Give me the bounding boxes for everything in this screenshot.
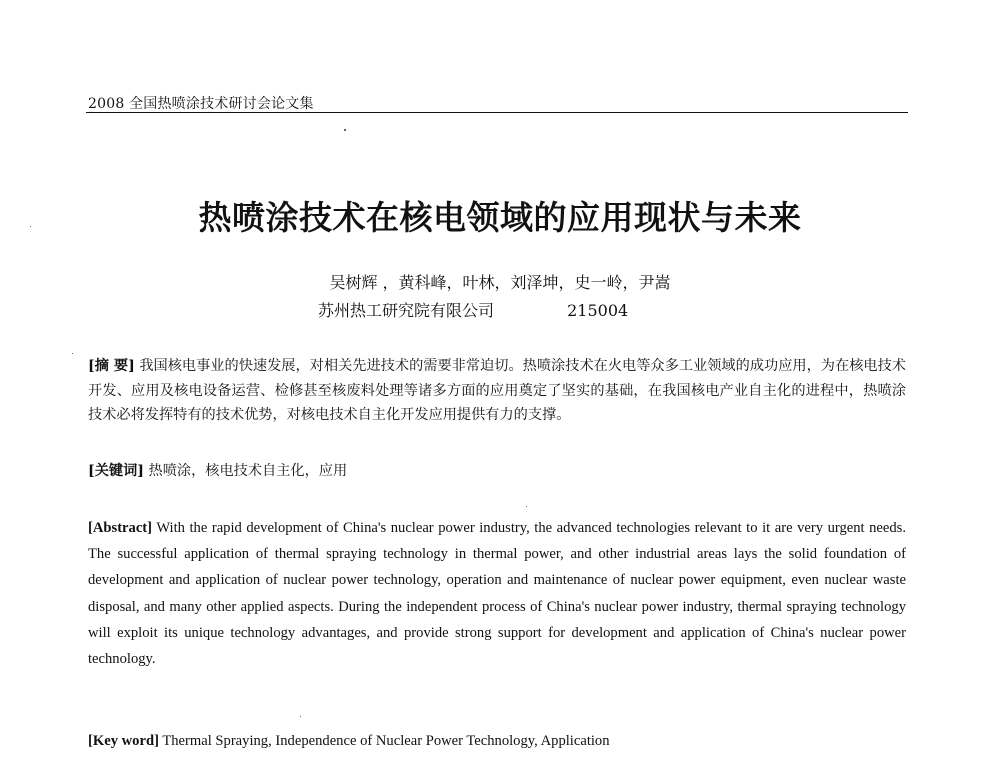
scan-speck — [72, 353, 73, 354]
postal-code: 215004 — [567, 301, 629, 320]
affiliation — [318, 298, 628, 321]
running-header: 2008 全国热喷涂技术研讨会论文集 — [88, 96, 314, 112]
chinese-abstract — [88, 354, 906, 428]
english-abstract — [88, 515, 906, 672]
english-abstract-text: With the rapid development of China's nuclear power industry, the advanced technologies relevant to it are very urgent needs. The successful application of thermal spraying technology in thermal power, and other industrial areas lays the solid foundation of development and application of nuclear power technology, operation and maintenance of nuclear power equipment, even nuclear waste disposal, and many other applied aspects. During the independent process of China's nuclear power industry, thermal spraying technology will exploit its unique technology advantages, and provide strong support for development and application of China's nuclear power technology. — [88, 520, 907, 668]
scan-speck — [526, 506, 527, 507]
affiliation-name: 苏州热工研究院有限公司 — [318, 301, 495, 320]
chinese-keywords-text: 热喷涂，核电技术自主化，应用 — [148, 463, 348, 479]
english-keywords-label: [Key word] — [88, 733, 159, 749]
paper-title: 热喷涂技术在核电领域的应用现状与未来 — [198, 198, 802, 237]
chinese-keywords-label: [关键词] — [88, 463, 144, 479]
scan-speck — [30, 226, 31, 227]
chinese-abstract-label: [摘 要] — [88, 358, 135, 374]
chinese-keywords — [88, 460, 906, 482]
chinese-abstract-text: 我国核电事业的快速发展，对相关先进技术的需要非常迫切。热喷涂技术在火电等众多工业领域的成功应用，为在核电技术开发、应用及核电设备运营、检修甚至核废料处理等诸多方面的应用奠定了坚实的基础，在我国核电产业自主化的进程中，热喷涂技术必将发挥特有的技术优势，对核电技术自主化开发应用提供有力的支撑。 — [88, 358, 906, 423]
scan-speck — [344, 129, 346, 131]
english-keywords — [88, 730, 906, 752]
english-abstract-label: [Abstract] — [88, 520, 153, 536]
english-keywords-text: Thermal Spraying, Independence of Nuclear Power Technology, Application — [162, 733, 610, 749]
author-list: 吴树辉 ，黄科峰，叶林，刘泽坤，史一岭，尹嵩 — [329, 273, 671, 292]
scan-speck — [300, 716, 301, 717]
header-rule — [86, 112, 908, 113]
